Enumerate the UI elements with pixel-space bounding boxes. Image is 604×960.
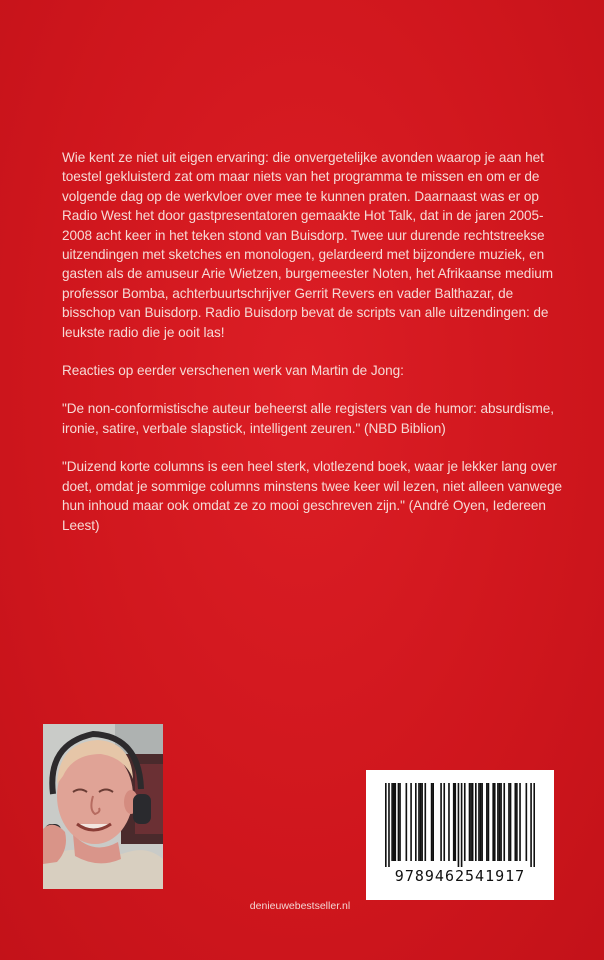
barcode-bar [533, 783, 535, 867]
barcode-bar [448, 783, 450, 861]
isbn-barcode [366, 770, 554, 900]
barcode-bar [424, 783, 426, 861]
barcode-bar [475, 783, 477, 861]
barcode-bar [453, 783, 455, 861]
review-quote-2: "Duizend korte columns is een heel sterk, vlotlezend boek, waar je lekker lang over doet, omdat je sommige columns minstens twee keer wil lezen, niet alleen vanwege hun inhoud maar ook omdat ze zo mooi geschreven zijn." (André Oyen, Iedereen Leest) [62, 459, 562, 533]
barcode-bar [464, 783, 466, 861]
barcode-bar [492, 783, 494, 861]
barcode-bar [519, 783, 521, 861]
barcode-bar [516, 783, 518, 861]
barcode-bar [410, 783, 412, 861]
barcode-bar [454, 783, 456, 861]
barcode-bar [499, 783, 501, 861]
review-quote-1: "De non-conformistische auteur beheerst alle registers van de humor: absurdisme, ironie, satire, verbale slapstick, intelligent zeuren." (NBD Biblion) [62, 401, 554, 436]
barcode-bar [481, 783, 483, 861]
barcode-bar [443, 783, 445, 861]
barcode-bar [385, 783, 387, 867]
barcode-bar [470, 783, 472, 861]
barcode-bar [393, 783, 395, 861]
barcode-bar [418, 783, 420, 861]
barcode-bar [415, 783, 417, 861]
barcode-bar [500, 783, 502, 861]
barcode-bar [458, 783, 460, 867]
barcode-bar [406, 783, 408, 861]
barcode-bar [486, 783, 488, 861]
barcode-bar [497, 783, 499, 861]
barcode-bar [420, 783, 422, 861]
barcode-bar [432, 783, 434, 861]
barcode-bar [431, 783, 433, 861]
isbn-number: 9789462541917 [394, 867, 526, 885]
barcode-bar [478, 783, 480, 861]
barcode-bars [385, 783, 535, 867]
reactions-heading: Reacties op eerder verschenen werk van Martin de Jong: [62, 363, 404, 379]
barcode-bar [398, 783, 400, 861]
publisher-website: denieuwebestseller.nl [249, 900, 351, 912]
barcode-bar [461, 783, 463, 867]
author-photo [43, 724, 163, 889]
barcode-bar [472, 783, 474, 861]
barcode-bar [388, 783, 390, 867]
barcode-bar [480, 783, 482, 861]
barcode-bar [494, 783, 496, 861]
barcode-bar [503, 783, 505, 861]
barcode-bar [488, 783, 490, 861]
barcode-bar [530, 783, 532, 867]
barcode-bar [399, 783, 401, 861]
barcode-bar [510, 783, 512, 861]
barcode-bar [440, 783, 442, 861]
book-description: Wie kent ze niet uit eigen ervaring: die onvergetelijke avonden waarop je aan het toestel gekluisterd zat om maar niets van het programma te missen en om er de volgende dag op de werkvloer over mee te kunnen praten. Daarnaast was er op Radio West het door gastpresentatoren gemaakte Hot Talk, dat in de jaren 2005-2008 acht keer in het teken stond van Buisdorp. Twee uur durende rechtstreekse uitzendingen met sketches en monologen, gelardeerd met bijzondere muziek, en gasten als de amuseur Arie Wietzen, burgemeester Noten, het Afrikaanse medium professor Bomba, achterbuurtschrijver Gerrit Revers en vader Balthazar, de bisschop van Buisdorp. Radio Buisdorp bevat de scripts van alle uitzendingen: de leukste radio die je ooit las! [62, 150, 554, 340]
barcode-bar [526, 783, 528, 861]
barcode-bar [421, 783, 423, 861]
barcode-bar [514, 783, 516, 861]
barcode-bar [469, 783, 471, 861]
barcode-bar [391, 783, 393, 861]
blurb-text-block [62, 148, 562, 554]
barcode-bar [508, 783, 510, 861]
barcode-bar [394, 783, 396, 861]
